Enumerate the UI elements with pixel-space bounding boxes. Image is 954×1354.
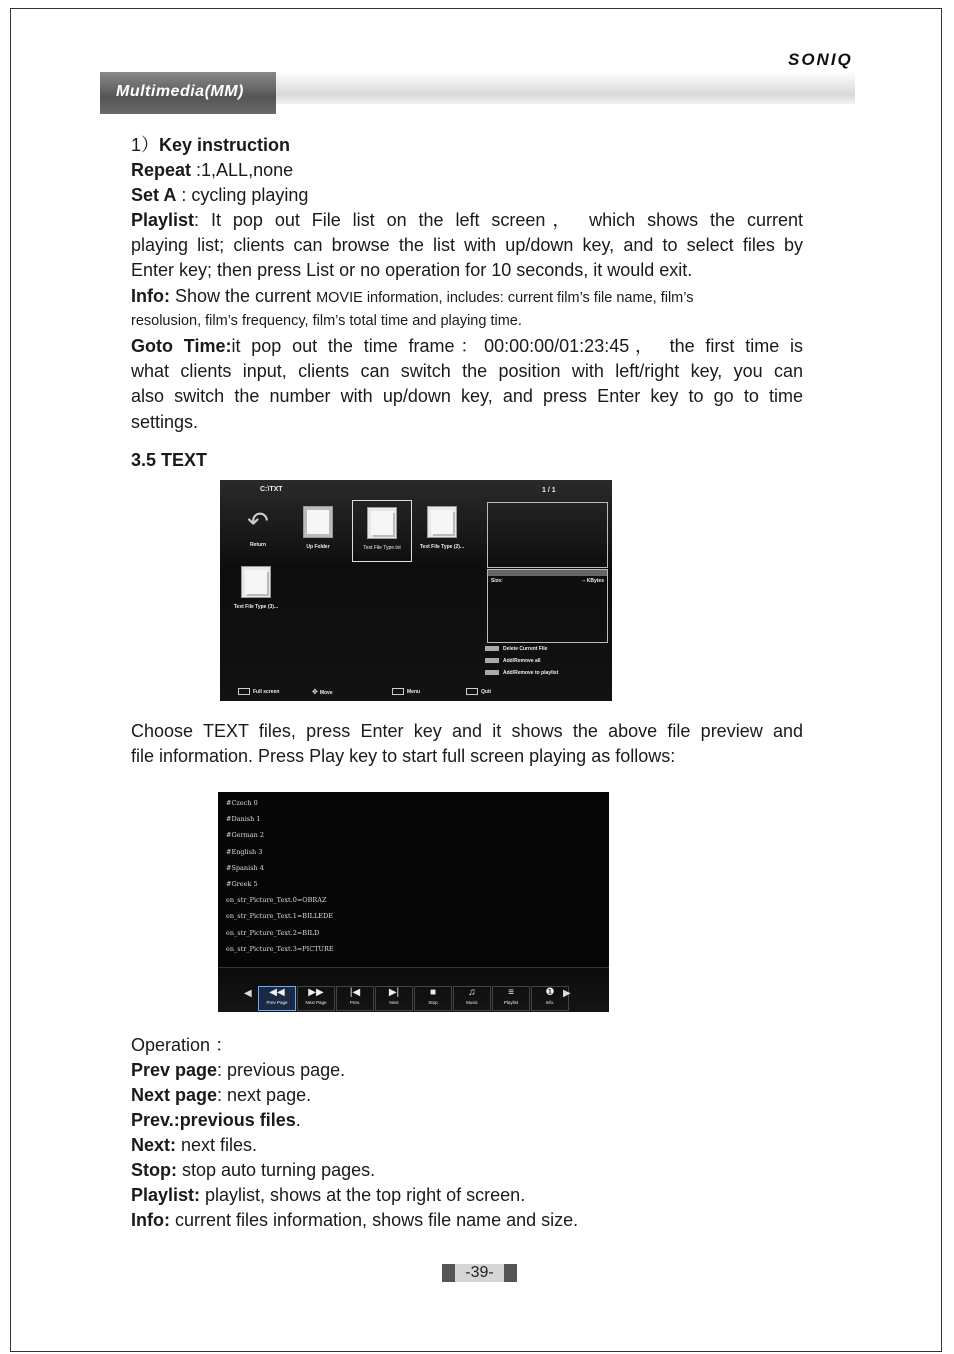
operation-item: Prev.:previous files. xyxy=(131,1110,301,1130)
file-tile-selected[interactable]: Text File Type.txt xyxy=(352,500,412,562)
stop-button[interactable]: ■ Stop xyxy=(414,986,452,1011)
operation-item: Playlist: playlist, shows at the top right of screen. xyxy=(131,1185,526,1205)
text-file-icon xyxy=(241,566,271,598)
text-line: en_str_Picture_Text.2=BILD xyxy=(226,928,320,937)
next-page-button[interactable]: ▶▶ Next Page xyxy=(297,986,335,1011)
text-browser-screenshot xyxy=(220,480,612,701)
current-path: C:\TXT xyxy=(260,486,283,493)
play-key-icon xyxy=(238,688,250,695)
operation-item: Next: next files. xyxy=(131,1135,258,1155)
file-tile[interactable]: Text File Type (3)... xyxy=(228,560,284,620)
page-counter: 1 / 1 xyxy=(542,487,556,494)
section-title: 3.5 TEXT xyxy=(131,450,208,470)
text-line: #Spanish 4 xyxy=(226,863,264,872)
playlist-line-2: playing list; clients can browse the list with up/down key, and to select files by xyxy=(131,235,803,255)
red-key-icon xyxy=(485,646,499,651)
footer-menu: Menu xyxy=(392,688,420,695)
info-line-1: Info: Show the current MOVIE information, includes: current film’s file name, film’s xyxy=(131,286,694,306)
scroll-left-icon[interactable]: ◀ xyxy=(244,988,252,999)
menu-key-icon xyxy=(392,688,404,695)
playlist-button[interactable]: ≡ Playlist xyxy=(492,986,530,1011)
up-folder-tile[interactable]: Up Folder xyxy=(290,500,346,560)
text-line: #Czech 0 xyxy=(226,799,258,807)
arrows-icon: ✥ xyxy=(312,689,320,696)
key-instruction-heading: 1）Key instruction xyxy=(131,135,291,155)
file-size-row: Size: -- KBytes xyxy=(491,578,604,584)
seta-line: Set A : cycling playing xyxy=(131,185,309,205)
browser-footer xyxy=(220,684,612,701)
section-tab-label: Multimedia(MM) xyxy=(116,83,244,100)
goto-line-2: what clients input, clients can switch the position with left/right key, you can xyxy=(131,361,803,381)
exit-key-icon xyxy=(466,688,478,695)
page-number: -39- xyxy=(442,1264,517,1282)
playlist-line-1: Playlist: It pop out File list on the left screen， which shows the current xyxy=(131,210,803,230)
operation-item: Prev page: previous page. xyxy=(131,1060,346,1080)
playlist-line-3: Enter key; then press List or no operation for 10 seconds, it would exit. xyxy=(131,260,693,280)
preview-pane xyxy=(487,502,608,568)
enter-key-icon xyxy=(485,670,499,675)
text-file-icon xyxy=(427,506,457,538)
operation-item: Stop: stop auto turning pages. xyxy=(131,1160,376,1180)
file-info-pane xyxy=(487,569,608,643)
repeat-line: Repeat :1,ALL,none xyxy=(131,160,294,180)
operation-item: Next page: next page. xyxy=(131,1085,312,1105)
text-line: #German 2 xyxy=(226,831,265,840)
text-line: #English 3 xyxy=(226,847,263,856)
footer-full-screen: Full screen xyxy=(238,688,279,695)
prev-page-button[interactable]: ◀◀ Prev Page xyxy=(258,986,296,1011)
playback-control-bar xyxy=(218,967,609,1012)
operation-title: Operation ： xyxy=(131,1035,234,1055)
goto-line-1: Goto Time:it pop out the time frame：00:00:00/01:23:45， the first time is xyxy=(131,336,803,356)
control-buttons xyxy=(258,986,569,1011)
text-content xyxy=(226,799,334,961)
green-key-icon xyxy=(485,658,499,663)
file-tile[interactable]: Text File Type (2)... xyxy=(414,500,470,560)
brand-logo: SONIQ xyxy=(788,50,853,69)
next-file-button[interactable]: ▶| Next xyxy=(375,986,413,1011)
legend-add-remove-all: Add/Remove all xyxy=(485,658,541,664)
goto-line-4: settings. xyxy=(131,412,199,432)
choose-text-line-2: file information. Press Play key to start full screen playing as follows: xyxy=(131,746,676,766)
folder-icon xyxy=(303,506,333,538)
text-file-icon xyxy=(367,507,397,539)
section-tab xyxy=(100,72,276,114)
operation-item: Info: current files information, shows file name and size. xyxy=(131,1210,579,1230)
prev-file-button[interactable]: |◀ Prev. xyxy=(336,986,374,1011)
music-button[interactable]: ♫ Music xyxy=(453,986,491,1011)
footer-quit: Quit xyxy=(466,688,491,695)
footer-move: ✥ Move xyxy=(312,689,333,696)
text-line: #Greek 5 xyxy=(226,879,258,888)
text-line: en_str_Picture_Text.3=PICTURE xyxy=(226,944,334,953)
scroll-right-icon[interactable]: ▶ xyxy=(563,988,571,999)
legend-delete: Delete Current File xyxy=(485,646,547,652)
legend-add-remove-playlist: Add/Remove to playlist xyxy=(485,670,558,676)
return-icon: ↶ xyxy=(247,506,269,536)
info-line-2: resolusion, film’s frequency, film’s total time and playing time. xyxy=(131,313,522,329)
text-line: en_str_Picture_Text.0=OBRAZ xyxy=(226,896,327,905)
choose-text-line-1: Choose TEXT files, press Enter key and it shows the above file preview and xyxy=(131,721,803,741)
info-button[interactable]: ❶ Info. xyxy=(531,986,569,1011)
text-fullscreen-screenshot xyxy=(218,792,609,1012)
text-line: #Danish 1 xyxy=(226,815,261,824)
text-line: en_str_Picture_Text.1=BILLEDE xyxy=(226,912,333,921)
goto-line-3: also switch the number with up/down key, and press Enter key to go to time xyxy=(131,386,803,406)
return-tile[interactable]: ↶ Return xyxy=(230,500,286,560)
